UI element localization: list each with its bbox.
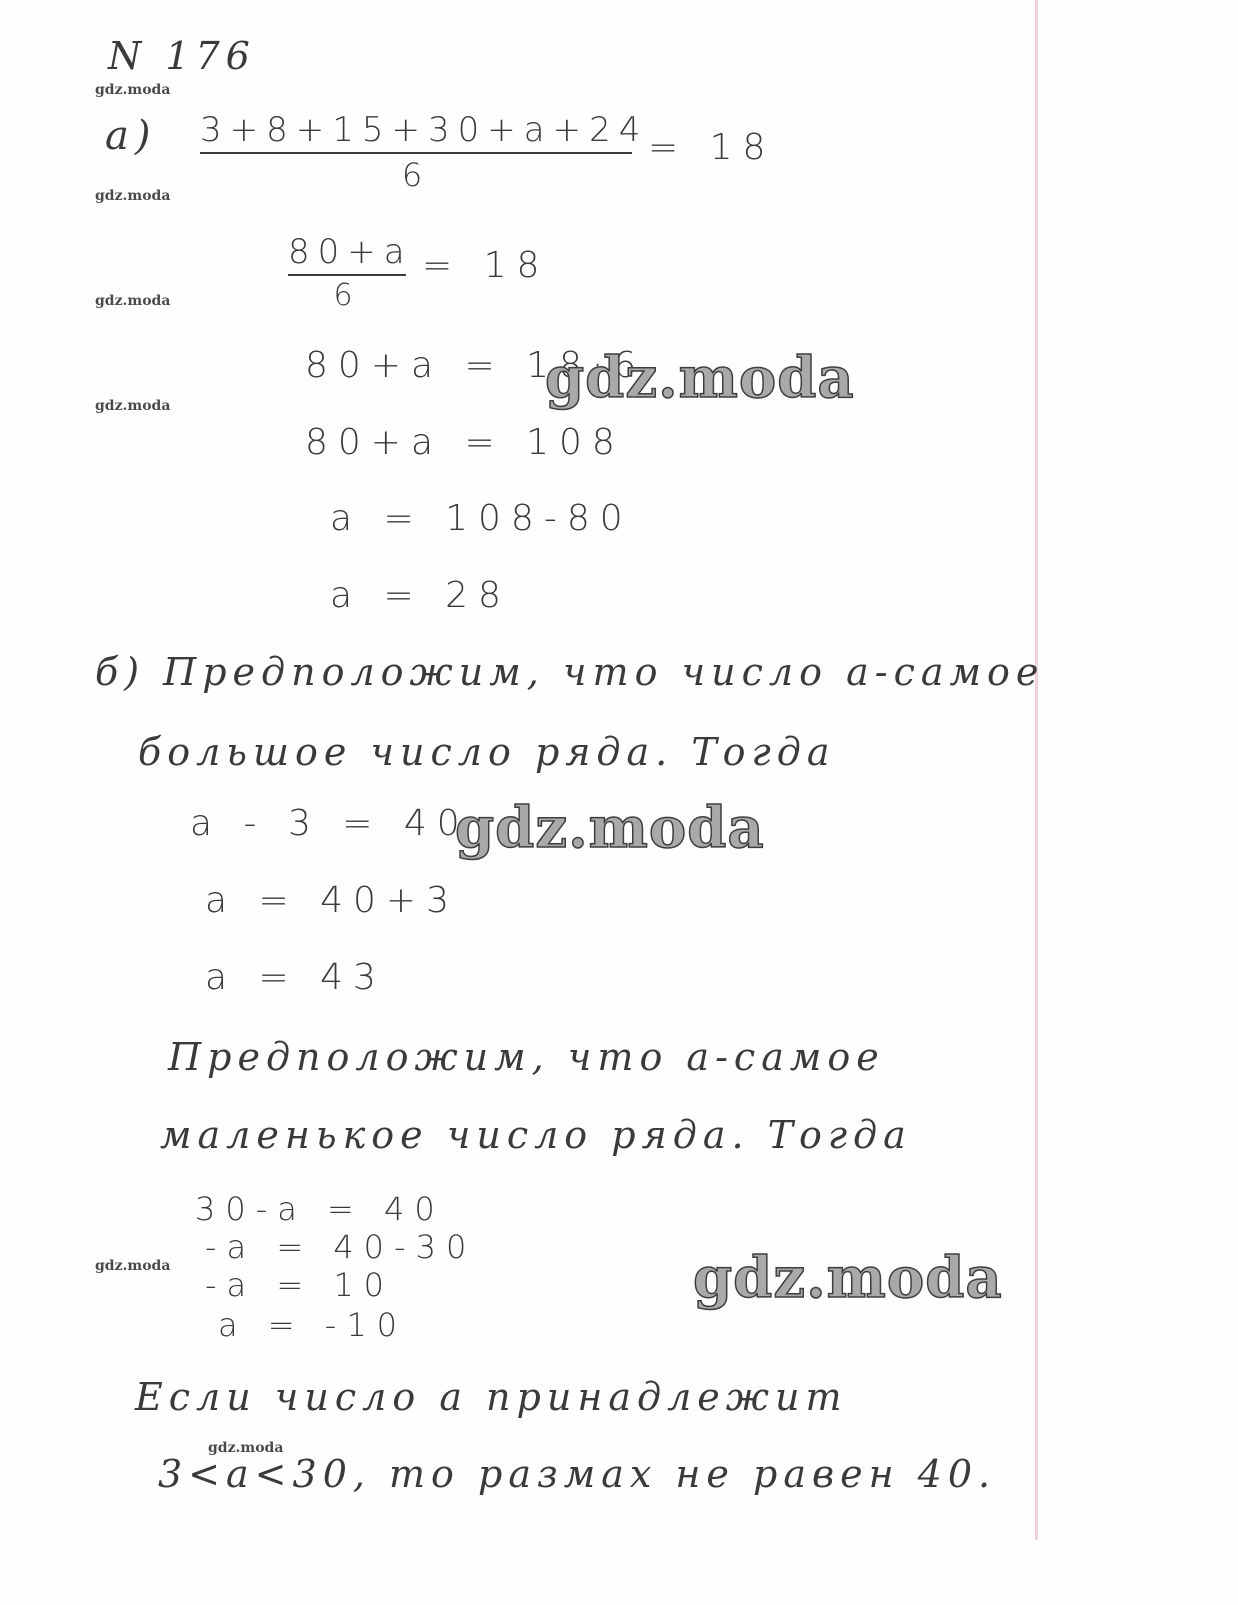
watermark-large: gdz.moda [545, 345, 855, 411]
equation-line: 30-a = 40 [195, 1190, 445, 1228]
part-b-text-line: большое число ряда. Тогда [138, 730, 836, 774]
equation-line: 80+a = 108 [305, 422, 625, 463]
problem-number: N 176 [108, 34, 256, 78]
fraction-simplified-numerator: 80+a [288, 232, 413, 272]
fraction-sum-result: = 18 [648, 127, 776, 168]
fraction-simplified-result: = 18 [422, 245, 550, 286]
watermark-small: gdz.moda [208, 1440, 284, 1456]
watermark-small: gdz.moda [95, 82, 171, 98]
fraction-bar [288, 274, 406, 276]
equation-line: a = 108-80 [330, 498, 633, 539]
equation-line: a = 28 [330, 575, 511, 616]
watermark-large: gdz.moda [693, 1245, 1003, 1311]
fraction-sum [200, 110, 649, 194]
part-b-text-line: маленькое число ряда. Тогда [160, 1113, 912, 1157]
watermark-small: gdz.moda [95, 398, 171, 414]
watermark-large: gdz.moda [455, 795, 765, 861]
part-b-text-line: б) Предположим, что число а-самое [95, 650, 1045, 694]
fraction-sum-numerator: 3+8+15+30+a+24 [200, 110, 649, 150]
watermark-small: gdz.moda [95, 188, 171, 204]
equation-line: 80+a = 18·6 [305, 345, 647, 386]
fraction-bar [200, 152, 632, 154]
part-b-text-line: Предположим, что а-самое [168, 1035, 885, 1079]
equation-line: -a = 10 [205, 1266, 395, 1304]
conclusion-line: Если число а принадлежит [135, 1375, 848, 1419]
fraction-simplified [288, 232, 413, 313]
fraction-sum-denominator: 6 [401, 156, 431, 194]
watermark-small: gdz.moda [95, 1258, 171, 1274]
conclusion-line: 3<a<30, то размах не равен 40. [158, 1452, 997, 1496]
margin-line [1035, 0, 1038, 1540]
part-a-label: а) [105, 113, 157, 159]
equation-line: a = -10 [218, 1306, 408, 1344]
equation-line: a = 43 [205, 957, 386, 998]
equation-line: -a = 40-30 [205, 1228, 477, 1266]
watermark-small: gdz.moda [95, 293, 171, 309]
equation-line: a = 40+3 [205, 880, 459, 921]
equation-line: a - 3 = 40 [190, 803, 470, 844]
fraction-simplified-denominator: 6 [333, 278, 361, 313]
